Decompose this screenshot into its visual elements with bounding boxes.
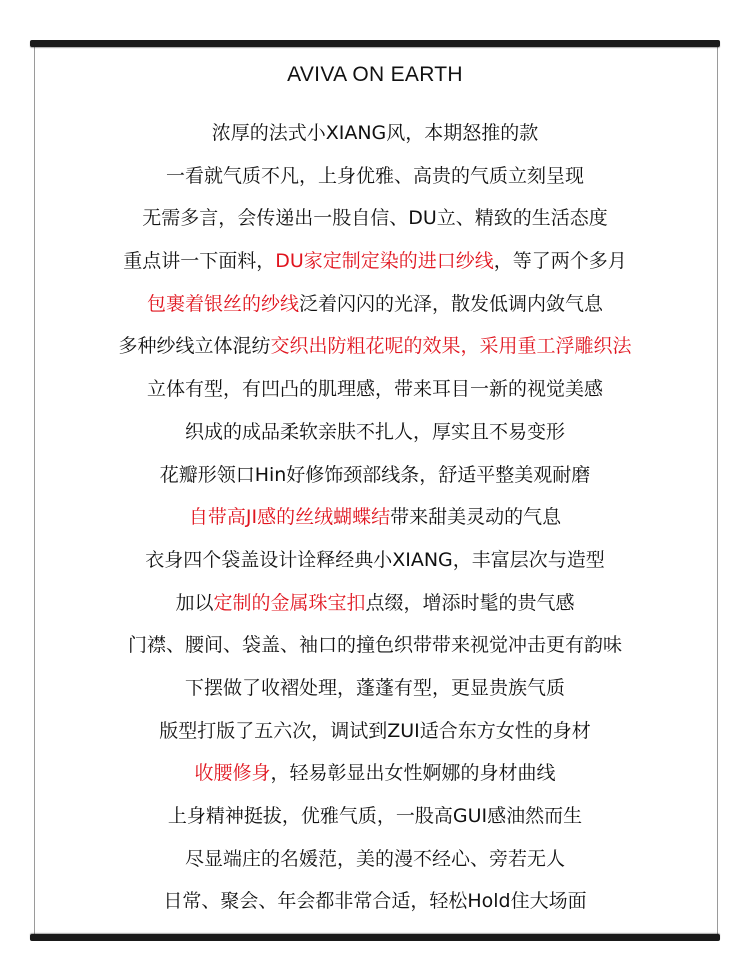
- line-text: 版型打版了五六次，调试到ZUI适合东方女性的身材: [159, 719, 591, 742]
- description-line: [40, 240, 710, 283]
- description-line: [40, 539, 710, 582]
- description-line: [40, 838, 710, 881]
- description-line: [40, 368, 710, 411]
- line-text: 重点讲一下面料，: [123, 250, 276, 273]
- line-text: 无需多言，会传递出一股自信、DU立、精致的生活态度: [142, 207, 608, 230]
- highlight-text: 定制的金属珠宝扣: [213, 591, 366, 614]
- line-text: 加以: [175, 591, 214, 614]
- description-line: [40, 752, 710, 795]
- line-text: 上身精神挺拔，优雅气质，一股高GUI感油然而生: [167, 805, 583, 827]
- highlight-text: 交织出防粗花呢的效果，采用重工浮雕织法: [270, 335, 632, 358]
- description-line: [40, 411, 710, 454]
- description-line: [40, 624, 710, 667]
- line-text: 浓厚的法式小XIANG风，本期怒推的款: [211, 122, 539, 144]
- highlight-text: 包裹着银丝的纱线: [146, 292, 299, 315]
- line-text: 日常、聚会、年会都非常合适，轻松Hold住大场面: [163, 890, 587, 913]
- description-line: [40, 197, 710, 240]
- highlight-text: 收腰修身: [194, 762, 271, 785]
- top-rule: [30, 40, 720, 47]
- description-line: [40, 582, 710, 625]
- line-text: 衣身四个袋盖设计诠释经典小XIANG，丰富层次与造型: [145, 548, 605, 571]
- description-line: [40, 667, 710, 710]
- highlight-text: 自带高JI感的丝绒蝴蝶结: [188, 506, 391, 529]
- description-line: [40, 325, 710, 368]
- description-line: [40, 795, 710, 838]
- line-text: 织成的成品柔软亲肤不扎人，厚实且不易变形: [184, 420, 565, 443]
- page-title: AVIVA ON EARTH: [287, 63, 463, 86]
- description-line: [40, 112, 710, 155]
- line-text: 尽显端庄的名媛范，美的漫不经心、旁若无人: [184, 847, 565, 870]
- line-text: 门襟、腰间、袋盖、袖口的撞色织带带来视觉冲击更有韵味: [127, 634, 622, 657]
- line-text: 一看就气质不凡，上身优雅、高贵的气质立刻呈现: [165, 164, 584, 187]
- line-text: 下摆做了收褶处理，蓬蓬有型，更显贵族气质: [184, 676, 565, 699]
- line-text: 点缀，增添时髦的贵气感: [365, 591, 575, 614]
- description-line: [40, 283, 710, 326]
- description-line: [40, 880, 710, 923]
- description-line: [40, 496, 710, 539]
- description-line: [40, 710, 710, 753]
- line-text: 多种纱线立体混纺: [118, 335, 271, 358]
- line-text: 花瓣形领口Hin好修饰颈部线条，舒适平整美观耐磨: [159, 463, 591, 486]
- description-line: [40, 454, 710, 497]
- line-text: ，等了两个多月: [493, 250, 627, 273]
- bottom-rule: [30, 934, 720, 941]
- line-text: 泛着闪闪的光泽，散发低调内敛气息: [299, 292, 604, 315]
- line-text: 带来甜美灵动的气息: [390, 506, 562, 529]
- line-text: 立体有型，有凹凸的肌理感，带来耳目一新的视觉美感: [146, 378, 603, 401]
- description-lines: [40, 112, 710, 923]
- line-text: ，轻易彰显出女性婀娜的身材曲线: [270, 762, 556, 785]
- description-line: [40, 155, 710, 198]
- highlight-text: DU家定制定染的进口纱线: [275, 250, 494, 273]
